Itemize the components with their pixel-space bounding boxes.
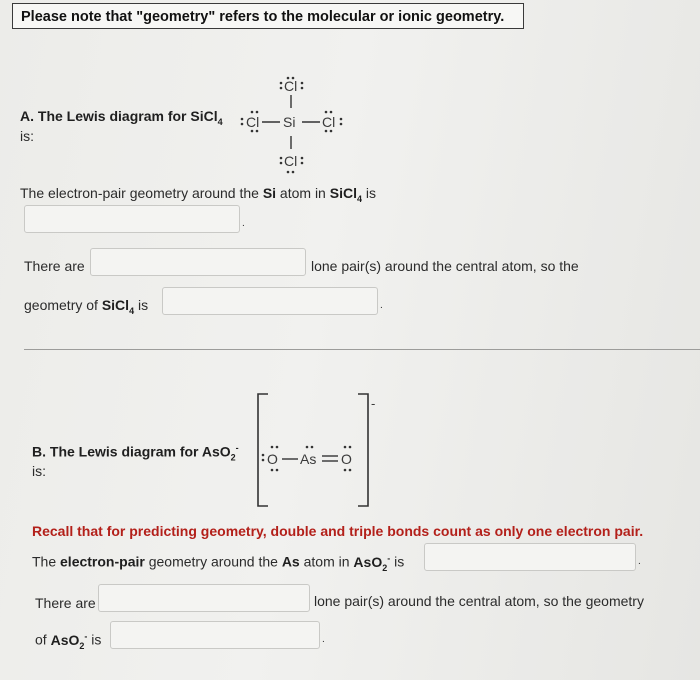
part-b-molecular-geometry-input[interactable] [110,621,320,649]
part-a-ep-question [20,185,376,204]
part-b-lone-pairs-text: lone pair(s) around the central atom, so the geometry [314,593,644,609]
part-a-heading [20,108,223,127]
part-b-ion-sub: 2 [230,452,236,463]
part-a-geo-molecule-base: SiCl [101,297,130,313]
part-a-lone-pairs-input[interactable] [90,248,306,276]
aso2-as: As [300,451,317,467]
part-a-ep-suffix: is [362,185,376,201]
part-a-molecular-geometry-input[interactable] [162,287,378,315]
part-a-geo-suffix: is [134,297,149,313]
aso2-lewis-diagram [254,390,384,510]
period: . [380,300,383,311]
part-b-ep-suffix: is [390,553,405,570]
sicl4-left-cl: Cl [246,114,260,130]
part-b-geo-ion [50,631,88,651]
part-a-there-are: There are [24,258,85,274]
aso2-charge: - [371,396,376,411]
aso2-right-o: O [341,451,352,467]
section-divider [24,349,700,350]
part-b-ep-middle1: geometry around the [144,553,282,570]
part-b-ion-sup: - [235,443,239,453]
part-a-ep-molecule-base: SiCl [329,185,357,201]
part-b-geometry-label [35,631,101,650]
part-b-ep-ion-sup: - [387,553,391,563]
part-b-ep-bold: electron-pair [60,553,145,570]
sicl4-top-cl: Cl [284,78,298,94]
part-a-geo-molecule-sub: 4 [129,305,135,316]
part-b-ep-ion-base: AsO [353,553,383,570]
part-a-geometry-label [24,297,148,316]
part-b-geo-prefix: of [35,631,51,648]
period: . [242,218,245,229]
recall-note: Recall that for predicting geometry, double and triple bonds count as only one electron pair. [32,523,644,539]
part-b-ion: AsO [201,443,231,460]
part-a-lone-pairs-text: lone pair(s) around the central atom, so the [311,258,579,274]
sicl4-lewis-diagram [236,74,356,186]
sicl4-bottom-cl: Cl [284,153,298,169]
part-a-molecule-sub: 4 [217,116,223,127]
part-b-geo-suffix: is [87,631,102,648]
part-b-ep-question [32,553,404,572]
part-a-geo-prefix: geometry of [24,297,102,313]
part-b-electron-pair-geometry-input[interactable] [424,543,636,571]
part-b-is: is: [32,463,46,479]
part-a-electron-pair-geometry-input[interactable] [24,205,240,233]
part-a-ep-atom: Si [262,185,277,201]
part-a-is: is: [20,128,34,144]
part-b-prefix: B. The Lewis diagram for [32,443,202,460]
sicl4-right-cl: Cl [322,114,336,130]
part-a-prefix: A. The Lewis diagram for [20,108,191,124]
part-a-ep-molecule-sub: 4 [356,193,362,204]
part-b-ep-atom: As [281,553,300,570]
part-b-heading [32,443,239,462]
part-b-lone-pairs-input[interactable] [98,584,310,612]
part-a-molecule: SiCl [190,108,218,124]
part-b-ep-ion [353,553,391,573]
period: . [322,634,325,645]
part-b-geo-ion-sup: - [84,631,88,641]
part-a-ep-middle: atom in [276,185,330,201]
part-a-ep-prefix: The electron-pair geometry around the [20,185,263,201]
sicl4-si: Si [283,114,296,130]
part-b-ep-middle2: atom in [299,553,354,570]
part-b-ep-prefix: The [32,553,61,570]
part-b-ep-ion-sub: 2 [382,562,388,573]
part-a-ep-molecule [329,185,362,204]
geometry-notice: Please note that "geometry" refers to the molecular or ionic geometry. [12,3,524,29]
aso2-left-o: O [267,451,278,467]
part-a-geo-molecule [101,297,135,316]
part-b-geo-ion-base: AsO [50,631,80,648]
period: . [638,556,641,567]
part-b-geo-ion-sub: 2 [79,640,85,651]
part-b-there-are: There are [35,595,96,611]
